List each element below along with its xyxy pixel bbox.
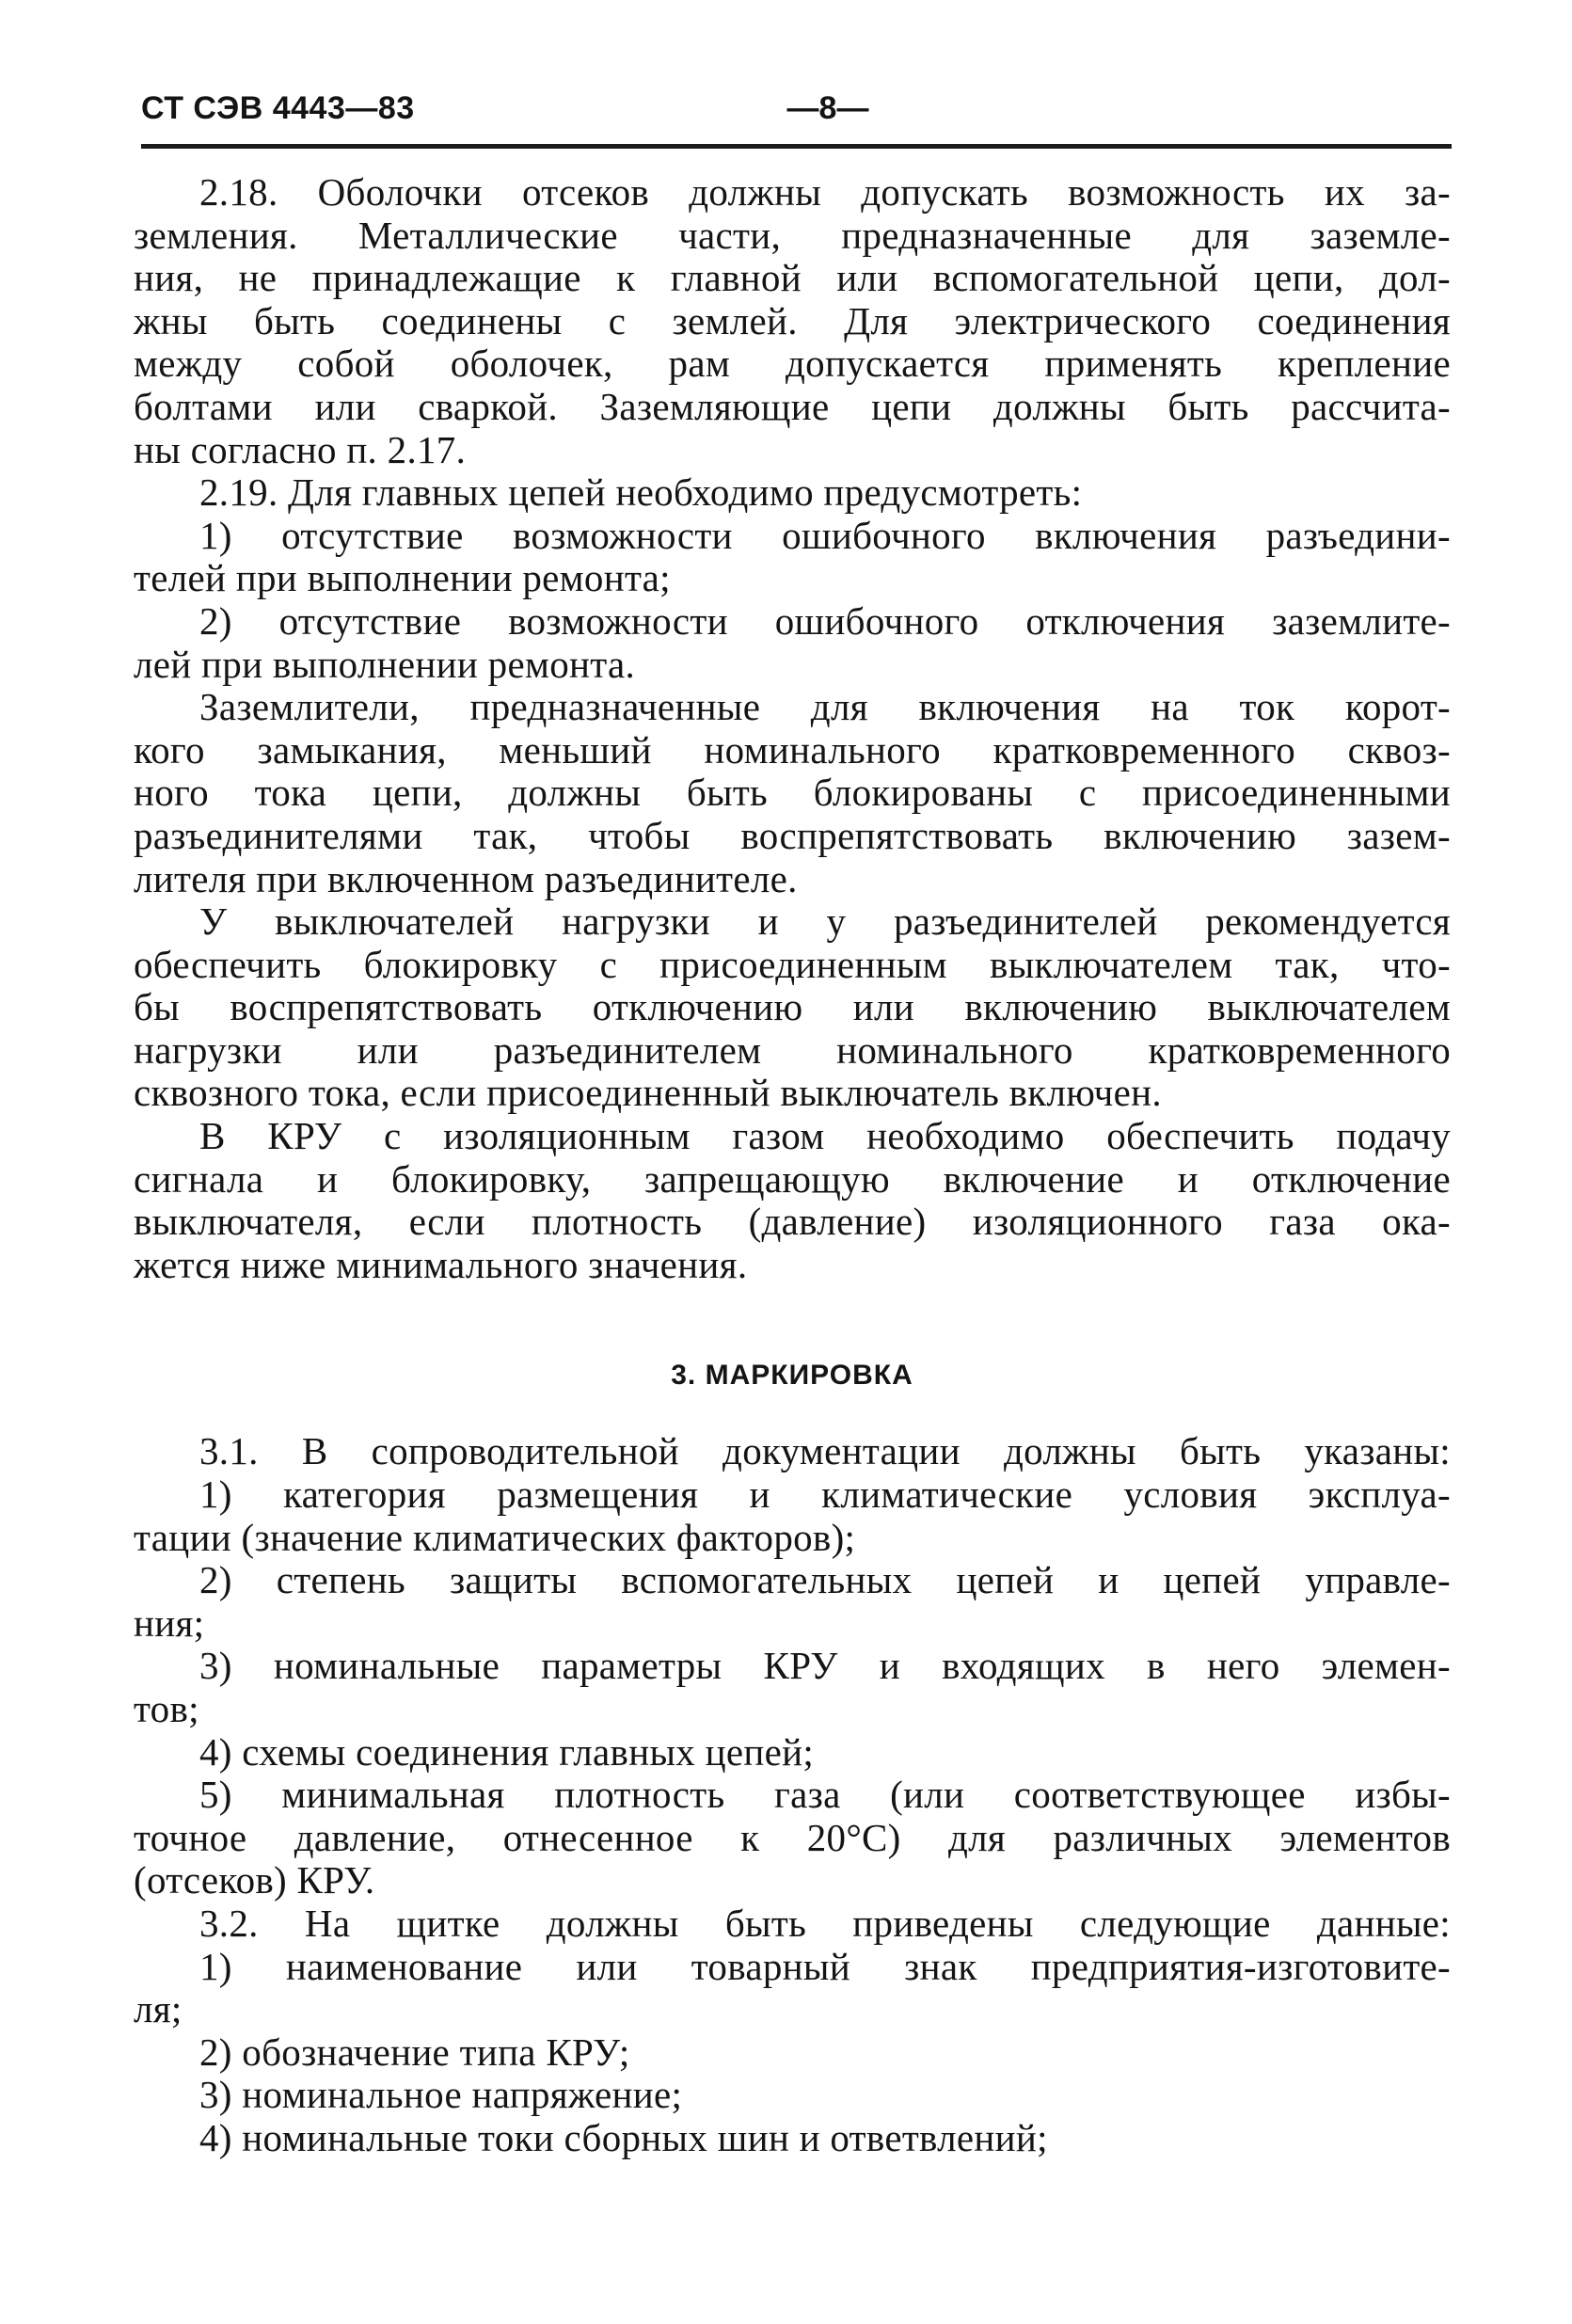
text-line: земления. Металлические части, предназначенные для заземле-	[134, 213, 1451, 257]
text-line: 5) минимальная плотность газа (или соответствующее избы-	[199, 1773, 1451, 1817]
text-line: 1) наименование или товарный знак предприятия-изготовите-	[199, 1944, 1451, 1988]
standard-code: СТ СЭВ 4443—83	[141, 90, 415, 126]
text-line: Заземлители, предназначенные для включения на ток корот-	[199, 685, 1451, 729]
text-line: 2) отсутствие возможности ошибочного отключения заземлите-	[199, 598, 1451, 643]
section-title: 3. МАРКИРОВКА	[671, 1360, 913, 1392]
text-line: тации (значение климатических факторов);	[134, 1515, 856, 1559]
text-line: сквозного тока, если присоединенный выключатель включен.	[134, 1071, 1162, 1115]
page-header	[141, 90, 1444, 137]
text-line: У выключателей нагрузки и у разъединителей рекомендуется	[199, 899, 1451, 944]
text-line: 2.19. Для главных цепей необходимо предусмотреть:	[199, 470, 1083, 515]
text-line: 2.18. Оболочки отсеков должны допускать возможность их за-	[199, 170, 1451, 214]
text-line: ны согласно п. 2.17.	[134, 427, 467, 471]
text-line: 4) схемы соединения главных цепей;	[199, 1729, 815, 1774]
text-line: ния, не принадлежащие к главной или вспомогательной цепи, дол-	[134, 256, 1451, 300]
text-line: 3.1. В сопроводительной документации должны быть указаны:	[199, 1429, 1451, 1473]
page-number: —8—	[786, 90, 869, 126]
text-line: жется ниже минимального значения.	[134, 1242, 748, 1286]
text-line: обеспечить блокировку с присоединенным выключателем так, что-	[134, 942, 1451, 986]
text-line: жны быть соединены с землей. Для электрического соединения	[134, 298, 1451, 342]
text-line: ния;	[134, 1600, 205, 1645]
text-line: 1) отсутствие возможности ошибочного включения разъедини-	[199, 513, 1451, 557]
text-line: лителя при включенном разъединителе.	[134, 856, 798, 900]
text-line: сигнала и блокировку, запрещающую включение и отключение	[134, 1156, 1451, 1201]
body-text	[134, 171, 1451, 2160]
text-line: ного тока цепи, должны быть блокированы с присоединенными	[134, 771, 1451, 815]
text-line: (отсеков) КРУ.	[134, 1858, 375, 1902]
text-line: между собой оболочек, рам допускается применять крепление	[134, 342, 1451, 386]
text-line: разъединителями так, чтобы воспрепятствовать включению зазем-	[134, 813, 1451, 857]
text-line: 3) номинальное напряжение;	[199, 2073, 683, 2117]
text-line: 3.2. На щитке должны быть приведены следующие данные:	[199, 1901, 1451, 1945]
header-rule	[141, 144, 1452, 149]
text-line: бы воспрепятствовать отключению или включению выключателем	[134, 985, 1451, 1029]
text-line: 3) номинальные параметры КРУ и входящих в него элемен-	[199, 1644, 1451, 1688]
text-line: 2) степень защиты вспомогательных цепей и цепей управле-	[199, 1558, 1451, 1602]
text-line: 2) обозначение типа КРУ;	[199, 2030, 630, 2074]
text-line: телей при выполнении ремонта;	[134, 556, 671, 600]
text-line: кого замыкания, меньший номинального кратковременного сквоз-	[134, 727, 1451, 772]
text-line: 4) номинальные токи сборных шин и ответвлений;	[199, 2115, 1048, 2159]
text-line: ля;	[134, 1987, 183, 2031]
text-line: болтами или сваркой. Заземляющие цепи должны быть рассчита-	[134, 384, 1451, 428]
text-line: выключателя, если плотность (давление) изоляционного газа ока-	[134, 1200, 1451, 1244]
text-line: лей при выполнении ремонта.	[134, 642, 636, 686]
section-spacer	[134, 1286, 1451, 1355]
text-line: точное давление, отнесенное к 20°С) для различных элементов	[134, 1815, 1451, 1859]
text-line: В КРУ с изоляционным газом необходимо обеспечить подачу	[199, 1114, 1451, 1158]
text-line: нагрузки или разъединителем номинального кратковременного	[134, 1027, 1451, 1072]
text-line: 1) категория размещения и климатические условия эксплуа-	[199, 1472, 1451, 1517]
text-line: тов;	[134, 1687, 199, 1730]
